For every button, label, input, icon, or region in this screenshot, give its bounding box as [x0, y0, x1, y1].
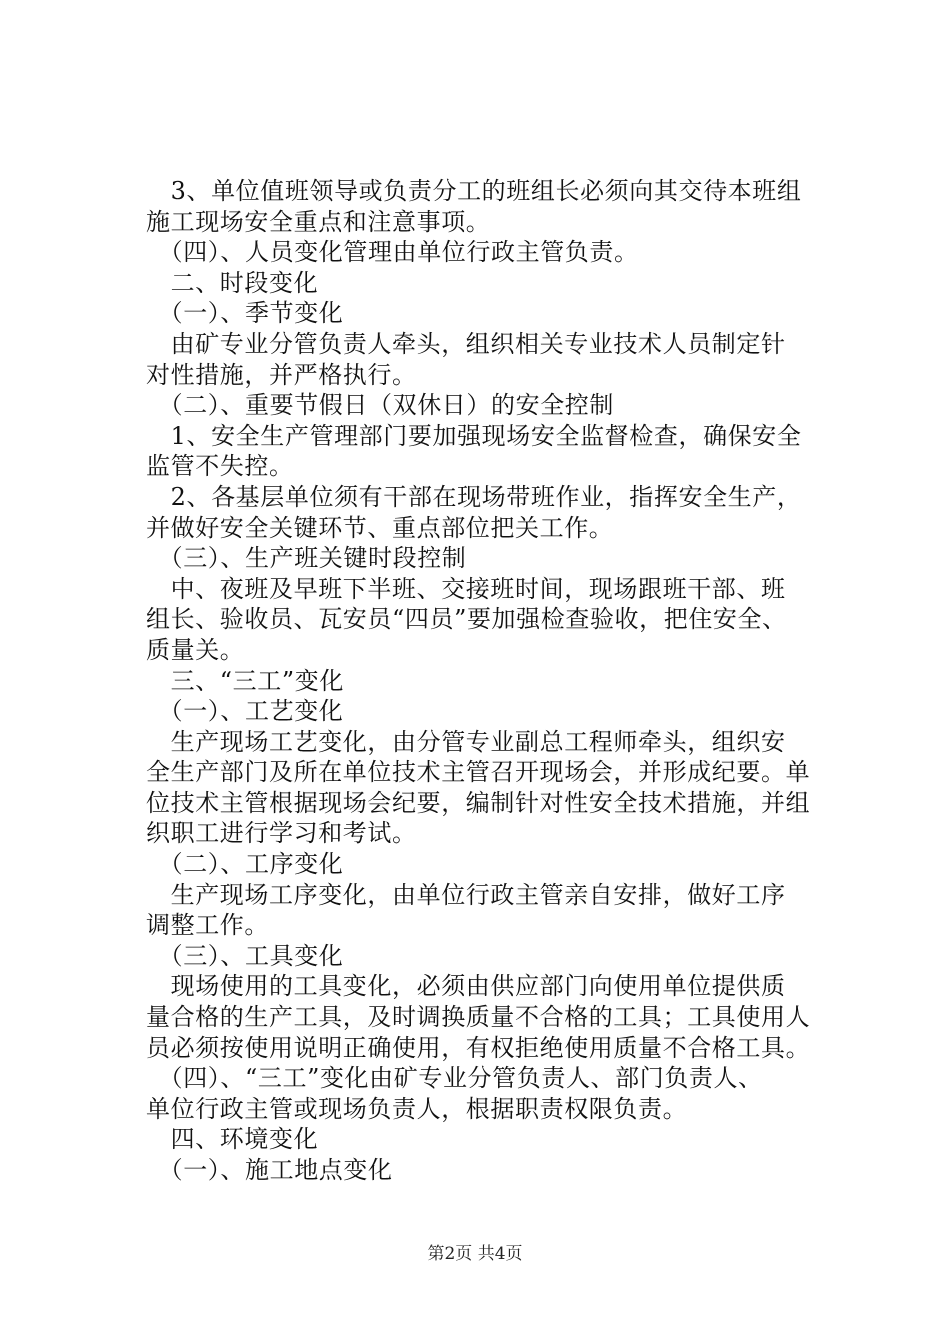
text-line: 由矿专业分管负责人牵头，组织相关专业技术人员制定针	[146, 329, 786, 358]
text-line: 量合格的生产工具，及时调换质量不合格的工具；工具使用人	[146, 1003, 811, 1032]
text-line: 组长、验收员、瓦安员“四员”要加强检查验收，把住安全、	[146, 605, 787, 634]
text-line: 监管不失控。	[146, 452, 294, 481]
text-line: 全生产部门及所在单位技术主管召开现场会，并形成纪要。单	[146, 758, 811, 787]
text-line: 并做好安全关键环节、重点部位把关工作。	[146, 513, 614, 542]
text-line: 2、各基层单位须有干部在现场带班作业，指挥安全生产，	[146, 482, 802, 511]
text-line: 生产现场工序变化，由单位行政主管亲自安排，做好工序	[146, 880, 786, 909]
subsection-heading: （二）、工序变化	[146, 850, 344, 879]
section-heading: 二、时段变化	[146, 268, 319, 297]
text-line: 位技术主管根据现场会纪要，编制针对性安全技术措施，并组	[146, 788, 811, 817]
subsection-heading: （一）、季节变化	[146, 299, 344, 328]
subsection-heading: （一）、工艺变化	[146, 697, 344, 726]
text-line: 现场使用的工具变化，必须由供应部门向使用单位提供质	[146, 972, 786, 1001]
text-line: 施工现场安全重点和注意事项。	[146, 207, 491, 236]
text-line: 中、夜班及早班下半班、交接班时间，现场跟班干部、班	[146, 574, 786, 603]
text-line: （四）、人员变化管理由单位行政主管负责。	[146, 238, 639, 267]
subsection-heading: （三）、生产班关键时段控制	[146, 544, 467, 573]
text-line: 生产现场工艺变化，由分管专业副总工程师牵头，组织安	[146, 727, 786, 756]
text-line: 质量关。	[146, 635, 245, 664]
text-line: 员必须按使用说明正确使用，有权拒绝使用质量不合格工具。	[146, 1033, 811, 1062]
text-line: 3、单位值班领导或负责分工的班组长必须向其交待本班组	[146, 177, 802, 205]
text-line: 调整工作。	[146, 911, 269, 940]
page-number-footer: 第2页 共4页	[427, 1244, 523, 1264]
text-line: 对性措施，并严格执行。	[146, 360, 417, 389]
subsection-heading: （一）、施工地点变化	[146, 1156, 393, 1184]
text-line: 1、安全生产管理部门要加强现场安全监督检查，确保安全	[146, 421, 802, 450]
subsection-heading: （二）、重要节假日（双休日）的安全控制	[146, 391, 614, 420]
section-heading: 四、环境变化	[146, 1125, 319, 1154]
text-line: 织职工进行学习和考试。	[146, 819, 417, 848]
section-heading: 三、“三工”变化	[146, 666, 344, 695]
subsection-heading: （三）、工具变化	[146, 941, 344, 970]
text-line: （四）、“三工”变化由矿专业分管负责人、部门负责人、	[146, 1064, 763, 1093]
text-line: 单位行政主管或现场负责人，根据职责权限负责。	[146, 1094, 688, 1123]
document-body	[146, 176, 832, 1186]
